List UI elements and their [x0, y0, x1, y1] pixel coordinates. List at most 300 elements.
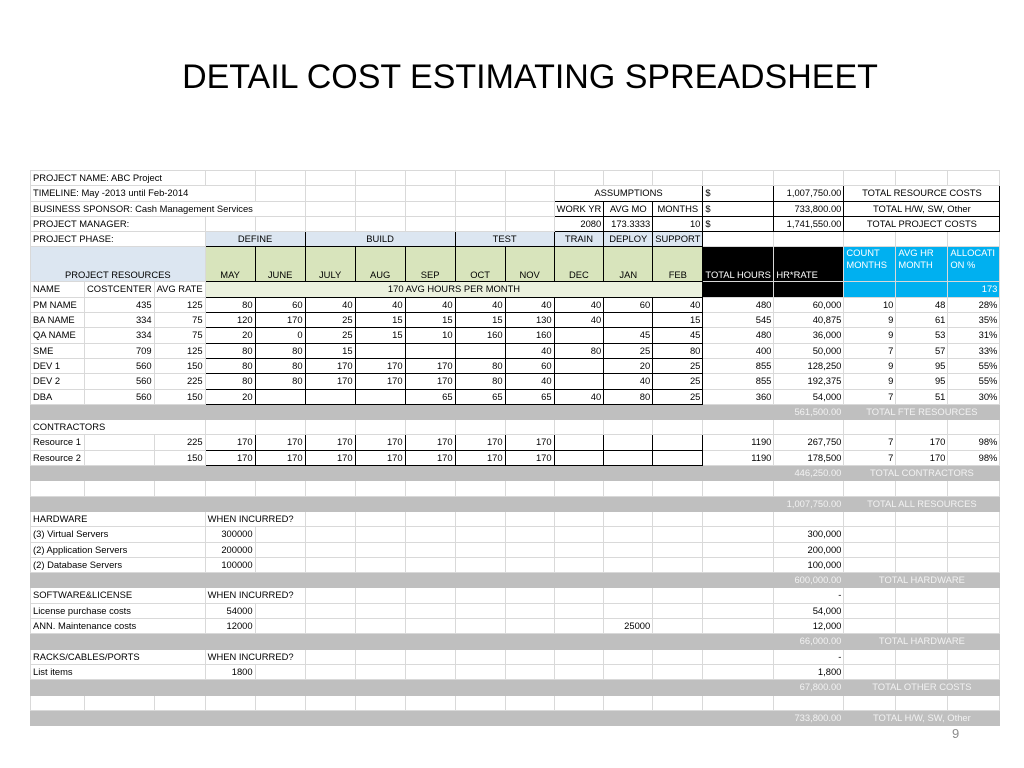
empty-cell [154, 481, 205, 496]
total-row [31, 634, 1000, 649]
month-hours[interactable] [604, 450, 653, 465]
month-hours[interactable]: 40 [554, 389, 604, 404]
empty-cell [554, 695, 604, 710]
month-header: OCT [455, 247, 505, 282]
month-hours[interactable]: 65 [505, 389, 554, 404]
count-months: 9 [844, 313, 896, 328]
empty-cell [255, 557, 305, 572]
empty-cell [896, 481, 948, 496]
empty-cell [554, 664, 604, 679]
hr-rate-cost: 36,000 [774, 328, 844, 343]
empty-cell [653, 649, 703, 664]
empty-cell [405, 619, 455, 634]
contractors-label: CONTRACTORS [31, 420, 206, 435]
month-hours[interactable]: 40 [505, 343, 554, 358]
empty-cell [948, 527, 1000, 542]
cost-item-name[interactable]: (2) Application Servers [31, 542, 206, 557]
empty-cell [774, 420, 844, 435]
row-project-name [31, 171, 1000, 186]
month-hours[interactable]: 170 [255, 450, 305, 465]
avg-mo-value[interactable]: 173.3333 [604, 216, 653, 231]
dash-cell: - [774, 649, 844, 664]
sponsor-cell[interactable]: BUSINESS SPONSOR: Cash Management Services [31, 201, 306, 216]
month-hours[interactable] [405, 343, 455, 358]
empty-cell [896, 542, 948, 557]
empty-cell [653, 557, 703, 572]
month-hours[interactable]: 0 [255, 328, 305, 343]
phase-test: TEST [455, 232, 554, 247]
total-label: TOTAL CONTRACTORS [844, 466, 1000, 481]
resource-row [31, 358, 1000, 373]
empty-cell [505, 542, 554, 557]
dollar-sign: $ [703, 186, 774, 201]
month-hours[interactable]: 45 [604, 328, 653, 343]
month-hours[interactable]: 170 [405, 374, 455, 389]
empty-cell [255, 664, 305, 679]
month-hours[interactable]: 20 [205, 389, 255, 404]
empty-cell [405, 481, 455, 496]
month-hours[interactable]: 40 [653, 297, 703, 312]
cost-item-row [31, 664, 1000, 679]
empty-cell [844, 481, 896, 496]
month-hours[interactable] [604, 435, 653, 450]
empty-cell [305, 695, 355, 710]
total-project-costs-value[interactable]: 1,741,550.00 [774, 216, 844, 231]
month-hours[interactable]: 15 [405, 313, 455, 328]
project-name-cell[interactable]: PROJECT NAME: ABC Project [31, 171, 206, 186]
month-hours[interactable]: 170 [305, 374, 355, 389]
dollar-sign: $ [703, 201, 774, 216]
phase-deploy: DEPLOY [604, 232, 653, 247]
cost-item-incurred[interactable]: 1800 [205, 664, 255, 679]
month-hours[interactable] [554, 374, 604, 389]
month-hours[interactable]: 15 [305, 343, 355, 358]
month-header: JUNE [255, 247, 305, 282]
row-timeline [31, 186, 1000, 201]
month-hours[interactable]: 65 [455, 389, 505, 404]
empty-cell [255, 695, 305, 710]
empty-cell [355, 695, 405, 710]
resource-costcenter[interactable]: 334 [85, 328, 155, 343]
empty-cell [844, 527, 896, 542]
project-resources-header: PROJECT RESOURCES [31, 247, 206, 282]
empty-cell [505, 664, 554, 679]
phase-build: BUILD [305, 232, 455, 247]
cost-item-name[interactable]: License purchase costs [31, 603, 206, 618]
resource-name[interactable]: SME [31, 343, 85, 358]
phase-label: PROJECT PHASE: [31, 232, 206, 247]
cost-item-later[interactable]: 25000 [604, 619, 653, 634]
cost-item-row [31, 542, 1000, 557]
resource-name[interactable]: DEV 1 [31, 358, 85, 373]
empty-cell [455, 420, 505, 435]
month-header: JAN [604, 247, 653, 282]
cost-item-total: 200,000 [774, 542, 844, 557]
month-hours[interactable]: 40 [505, 374, 554, 389]
empty-cell [948, 619, 1000, 634]
contractor-rate[interactable]: 225 [154, 435, 205, 450]
month-hours[interactable]: 40 [554, 297, 604, 312]
cost-item-name[interactable]: (2) Database Servers [31, 557, 206, 572]
phase-define: DEFINE [205, 232, 305, 247]
month-hours[interactable]: 40 [455, 297, 505, 312]
month-hours[interactable]: 20 [205, 328, 255, 343]
allocation: 55% [948, 374, 1000, 389]
empty-cell [305, 527, 355, 542]
empty-cell [305, 619, 355, 634]
month-hours[interactable]: 170 [405, 450, 455, 465]
resource-name[interactable]: PM NAME [31, 297, 85, 312]
cost-item-name[interactable]: (3) Virtual Servers [31, 527, 206, 542]
resource-costcenter[interactable]: 435 [85, 297, 155, 312]
month-hours[interactable] [554, 328, 604, 343]
resource-name[interactable]: DBA [31, 389, 85, 404]
cost-item-row [31, 619, 1000, 634]
empty-cell [948, 481, 1000, 496]
month-hours[interactable]: 170 [355, 435, 405, 450]
cost-item-later[interactable] [604, 664, 653, 679]
total-hw-costs-value[interactable]: 733,800.00 [774, 201, 844, 216]
cost-item-incurred[interactable]: 12000 [205, 619, 255, 634]
month-hours[interactable]: 15 [455, 313, 505, 328]
month-hours[interactable]: 170 [455, 435, 505, 450]
total-row [31, 466, 1000, 481]
avg-hr-month-header: AVG HR MONTH [896, 247, 948, 282]
total-project-costs-label: TOTAL PROJECT COSTS [844, 216, 1000, 231]
resource-rate[interactable]: 150 [154, 389, 205, 404]
empty-cell [455, 588, 505, 603]
cost-item-incurred[interactable]: 100000 [205, 557, 255, 572]
allocation: 98% [948, 435, 1000, 450]
month-hours[interactable]: 80 [255, 358, 305, 373]
empty-cell [844, 588, 896, 603]
total-label: TOTAL H/W, SW, Other [844, 710, 1000, 725]
cost-item-name[interactable]: List items [31, 664, 206, 679]
month-hours[interactable]: 40 [355, 297, 405, 312]
assumptions-label: ASSUMPTIONS [554, 186, 703, 201]
when-incurred-label: WHEN INCURRED? [205, 511, 305, 526]
count-months: 7 [844, 435, 896, 450]
empty-cell [305, 664, 355, 679]
resource-name[interactable]: DEV 2 [31, 374, 85, 389]
month-hours[interactable]: 80 [205, 374, 255, 389]
slide-title: DETAIL COST ESTIMATING SPREADSHEET [182, 58, 878, 96]
empty-cell [948, 588, 1000, 603]
empty-cell [844, 542, 896, 557]
month-hours[interactable]: 15 [653, 313, 703, 328]
empty-cell [305, 603, 355, 618]
empty-cell [653, 542, 703, 557]
total-label: TOTAL OTHER COSTS [844, 680, 1000, 695]
month-hours[interactable]: 80 [205, 343, 255, 358]
total-value: 1,007,750.00 [774, 496, 844, 511]
empty-cell [604, 481, 653, 496]
month-hours[interactable]: 80 [255, 374, 305, 389]
section-header-row [31, 511, 1000, 526]
month-hours[interactable]: 80 [455, 374, 505, 389]
empty-cell [896, 511, 948, 526]
avg-mo-label: AVG MO [604, 201, 653, 216]
total-spacer [31, 573, 774, 588]
row-manager [31, 216, 1000, 231]
empty-cell [948, 603, 1000, 618]
empty-cell [703, 420, 774, 435]
empty-cell [355, 588, 405, 603]
empty-cell [455, 619, 505, 634]
month-hours[interactable]: 80 [205, 297, 255, 312]
month-hours[interactable]: 40 [554, 313, 604, 328]
month-hours[interactable]: 170 [205, 450, 255, 465]
month-hours[interactable]: 170 [305, 435, 355, 450]
contractors-row [31, 420, 1000, 435]
cost-item-later[interactable] [604, 542, 653, 557]
allocation: 55% [948, 358, 1000, 373]
section-label: SOFTWARE&LICENSE [31, 588, 206, 603]
month-hours[interactable]: 40 [405, 297, 455, 312]
month-hours[interactable] [653, 450, 703, 465]
month-hours[interactable] [554, 450, 604, 465]
empty-cell [554, 481, 604, 496]
empty-cell [774, 695, 844, 710]
when-incurred-label: WHEN INCURRED? [205, 649, 305, 664]
resource-name[interactable]: QA NAME [31, 328, 85, 343]
month-hours[interactable]: 170 [405, 358, 455, 373]
total-hours: 400 [703, 343, 774, 358]
manager-cell[interactable]: PROJECT MANAGER: [31, 216, 206, 231]
month-hours[interactable]: 40 [604, 374, 653, 389]
empty-cell [255, 481, 305, 496]
month-hours[interactable] [355, 343, 405, 358]
cost-item-name[interactable]: ANN. Maintenance costs [31, 619, 206, 634]
empty-cell [653, 588, 703, 603]
resource-costcenter[interactable]: 334 [85, 313, 155, 328]
resource-rate[interactable]: 150 [154, 358, 205, 373]
month-hours[interactable] [355, 389, 405, 404]
empty-cell [948, 542, 1000, 557]
empty-cell [948, 557, 1000, 572]
empty-cell [653, 481, 703, 496]
empty-cell [896, 664, 948, 679]
empty-cell [455, 603, 505, 618]
total-hours: 1190 [703, 435, 774, 450]
dash-cell: - [774, 588, 844, 603]
month-header: NOV [505, 247, 554, 282]
cost-item-later[interactable] [604, 527, 653, 542]
month-hours[interactable]: 170 [355, 358, 405, 373]
empty-cell [305, 511, 355, 526]
month-hours[interactable] [653, 435, 703, 450]
empty-cell [405, 649, 455, 664]
hr-rate-header: HR*RATE [774, 247, 844, 282]
month-hours[interactable]: 170 [305, 358, 355, 373]
month-hours[interactable]: 170 [205, 435, 255, 450]
contractor-name[interactable]: Resource 2 [31, 450, 85, 465]
resource-costcenter[interactable]: 560 [85, 389, 155, 404]
contractor-name[interactable]: Resource 1 [31, 435, 85, 450]
month-hours[interactable]: 80 [554, 343, 604, 358]
month-hours[interactable]: 170 [305, 450, 355, 465]
cost-item-incurred[interactable]: 54000 [205, 603, 255, 618]
month-hours[interactable]: 25 [653, 374, 703, 389]
empty-cell [405, 542, 455, 557]
month-hours[interactable]: 65 [405, 389, 455, 404]
month-hours[interactable]: 25 [653, 389, 703, 404]
resource-rate[interactable]: 125 [154, 297, 205, 312]
count-months: 7 [844, 450, 896, 465]
hr-rate-cost: 192,375 [774, 374, 844, 389]
month-hours[interactable]: 170 [255, 435, 305, 450]
month-header: JULY [305, 247, 355, 282]
empty-cell [505, 420, 554, 435]
contractor-rate[interactable]: 150 [154, 450, 205, 465]
month-hours[interactable]: 25 [305, 313, 355, 328]
months-value[interactable]: 10 [653, 216, 703, 231]
empty-cell [355, 603, 405, 618]
month-hours[interactable]: 170 [505, 450, 554, 465]
resource-costcenter[interactable]: 709 [85, 343, 155, 358]
month-hours[interactable]: 15 [355, 328, 405, 343]
empty-cell [604, 420, 653, 435]
month-hours[interactable]: 80 [653, 343, 703, 358]
total-resource-costs-value[interactable]: 1,007,750.00 [774, 186, 844, 201]
month-hours[interactable]: 170 [405, 435, 455, 450]
total-spacer [31, 404, 774, 419]
total-hours-header: TOTAL HOURS [703, 247, 774, 282]
cost-item-total: 12,000 [774, 619, 844, 634]
empty-cell [505, 588, 554, 603]
month-hours[interactable]: 120 [205, 313, 255, 328]
empty-cell [844, 420, 896, 435]
empty-cell [703, 511, 774, 526]
empty-cell [896, 619, 948, 634]
resource-rate[interactable]: 75 [154, 313, 205, 328]
costcenter-header: COSTCENTER [85, 282, 155, 297]
month-hours[interactable]: 170 [355, 374, 405, 389]
month-hours[interactable]: 60 [255, 297, 305, 312]
cost-item-incurred[interactable]: 200000 [205, 542, 255, 557]
empty-cell [505, 557, 554, 572]
month-hours[interactable]: 15 [355, 313, 405, 328]
month-hours[interactable]: 60 [604, 297, 653, 312]
empty-cell [554, 588, 604, 603]
resource-rate[interactable]: 225 [154, 374, 205, 389]
month-hours[interactable]: 160 [455, 328, 505, 343]
month-header: MAY [205, 247, 255, 282]
empty-cell [255, 619, 305, 634]
month-hours[interactable]: 80 [455, 358, 505, 373]
empty-cell [554, 619, 604, 634]
month-hours[interactable] [255, 389, 305, 404]
total-value: 561,500.00 [774, 404, 844, 419]
row-phases [31, 232, 1000, 247]
month-hours[interactable]: 80 [205, 358, 255, 373]
timeline-cell[interactable]: TIMELINE: May -2013 until Feb-2014 [31, 186, 256, 201]
month-hours[interactable] [554, 435, 604, 450]
total-spacer [31, 634, 774, 649]
month-hours[interactable] [455, 343, 505, 358]
month-hours[interactable] [554, 358, 604, 373]
resource-costcenter[interactable]: 560 [85, 374, 155, 389]
month-hours[interactable]: 80 [255, 343, 305, 358]
count-months-header: COUNT MONTHS [844, 247, 896, 282]
empty-cell [703, 527, 774, 542]
empty-cell [405, 588, 455, 603]
resource-row [31, 374, 1000, 389]
total-hw-costs-label: TOTAL H/W, SW, Other [844, 201, 1000, 216]
avg-hr-month: 95 [896, 374, 948, 389]
empty-cell [85, 435, 155, 450]
empty-cell [85, 695, 155, 710]
month-hours[interactable]: 45 [653, 328, 703, 343]
cost-item-later[interactable] [604, 603, 653, 618]
empty-cell [355, 542, 405, 557]
empty-cell [455, 695, 505, 710]
cost-item-later[interactable] [604, 557, 653, 572]
avg-hr-month: 95 [896, 358, 948, 373]
month-hours[interactable]: 40 [505, 297, 554, 312]
empty-cell [703, 619, 774, 634]
empty-cell [505, 649, 554, 664]
resource-name[interactable]: BA NAME [31, 313, 85, 328]
month-hours[interactable]: 20 [604, 358, 653, 373]
month-hours[interactable] [604, 313, 653, 328]
total-spacer [31, 466, 774, 481]
count-months: 7 [844, 343, 896, 358]
contractor-row [31, 435, 1000, 450]
empty-cell [554, 420, 604, 435]
cost-item-total: 100,000 [774, 557, 844, 572]
month-hours[interactable]: 25 [604, 343, 653, 358]
avg-hr-month: 48 [896, 297, 948, 312]
total-hours: 545 [703, 313, 774, 328]
empty-cell [355, 420, 405, 435]
empty-cell [405, 664, 455, 679]
month-hours[interactable]: 10 [405, 328, 455, 343]
month-hours[interactable]: 130 [505, 313, 554, 328]
cost-item-row [31, 527, 1000, 542]
cost-item-total: 54,000 [774, 603, 844, 618]
months-label: MONTHS [653, 201, 703, 216]
resource-rate[interactable]: 125 [154, 343, 205, 358]
row-sponsor [31, 201, 1000, 216]
empty-cell [703, 695, 774, 710]
month-hours[interactable]: 170 [255, 313, 305, 328]
resource-rate[interactable]: 75 [154, 328, 205, 343]
empty-cell [255, 420, 305, 435]
month-hours[interactable]: 160 [505, 328, 554, 343]
empty-cell [305, 481, 355, 496]
cost-item-row [31, 557, 1000, 572]
empty-cell [604, 695, 653, 710]
month-hours[interactable]: 40 [305, 297, 355, 312]
month-hours[interactable]: 25 [305, 328, 355, 343]
month-hours[interactable]: 60 [505, 358, 554, 373]
month-hours[interactable]: 170 [355, 450, 405, 465]
count-months: 9 [844, 374, 896, 389]
total-hours: 1190 [703, 450, 774, 465]
total-label: TOTAL HARDWARE [844, 573, 1000, 588]
month-hours[interactable]: 25 [653, 358, 703, 373]
dash-cell [774, 511, 844, 526]
month-hours[interactable]: 170 [455, 450, 505, 465]
resource-costcenter[interactable]: 560 [85, 358, 155, 373]
month-hours[interactable]: 170 [505, 435, 554, 450]
month-hours[interactable] [305, 389, 355, 404]
work-yr-value[interactable]: 2080 [554, 216, 604, 231]
cost-item-incurred[interactable]: 300000 [205, 527, 255, 542]
month-hours[interactable]: 80 [604, 389, 653, 404]
resource-row [31, 313, 1000, 328]
